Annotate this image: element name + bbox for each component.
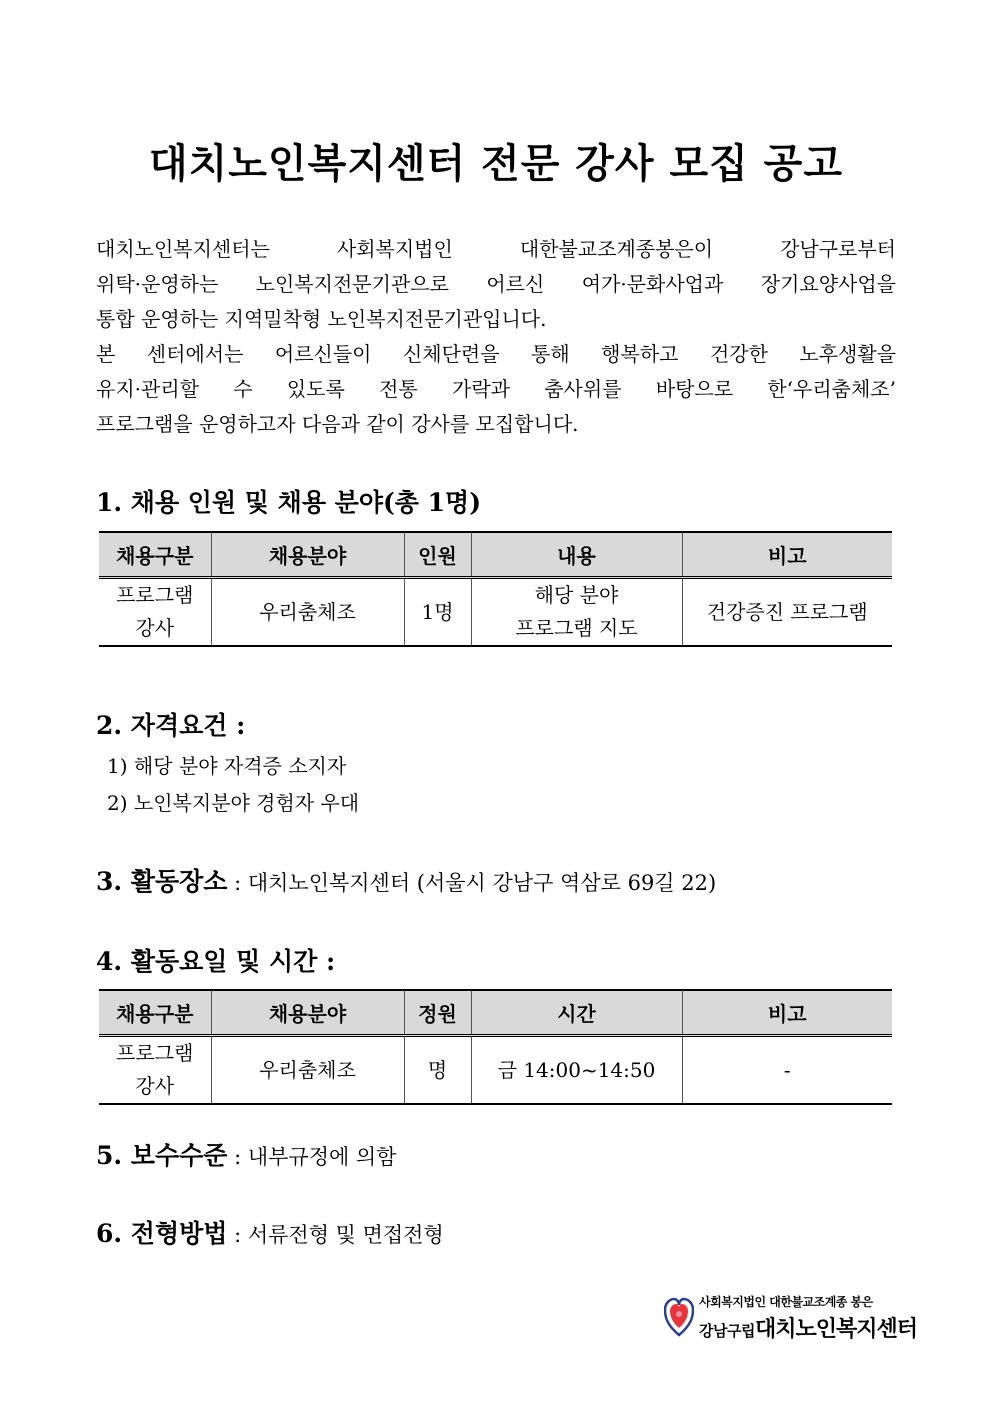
qualification-item: 1) 해당 분야 자격증 소지자 <box>107 754 347 778</box>
section2-heading: 2. 자격요건 : <box>96 711 246 740</box>
header-cell: 채용분야 <box>211 532 404 578</box>
section3-title: 3. 활동장소 <box>96 867 228 896</box>
note-cell: - <box>682 1036 892 1105</box>
count-cell: 1명 <box>404 578 471 647</box>
header-cell: 비고 <box>682 990 892 1036</box>
section5-heading <box>96 1136 397 1172</box>
section3-detail: : 대치노인복지센터 (서울시 강남구 역삼로 69길 22) <box>227 871 717 895</box>
section5-title: 5. 보수수준 <box>96 1141 228 1170</box>
logo-prefix: 강남구립 <box>699 1322 755 1340</box>
field-cell: 우리춤체조 <box>211 1036 404 1105</box>
intro-line: 유지·관리할 수 있도록 전통 가락과 춤사위를 바탕으로 한‘우리춤체조’ <box>96 377 896 401</box>
section6-heading <box>96 1214 444 1250</box>
table-header-row <box>99 532 892 578</box>
header-cell: 정원 <box>404 990 471 1036</box>
content-line: 해당 분야 <box>534 583 619 607</box>
header-cell: 인원 <box>404 532 471 578</box>
section1-heading: 1. 채용 인원 및 채용 분야(총 1명) <box>96 488 482 517</box>
header-cell: 내용 <box>471 532 682 578</box>
count-cell: 명 <box>404 1036 471 1105</box>
type-line: 강사 <box>135 1074 175 1098</box>
qualification-item: 2) 노인복지분야 경험자 우대 <box>107 791 360 815</box>
content-line: 프로그램 지도 <box>515 616 638 640</box>
section6-detail: : 서류전형 및 면접전형 <box>227 1223 444 1247</box>
table-row <box>99 1036 892 1105</box>
type-line: 프로그램 <box>116 583 194 607</box>
intro-line: 프로그램을 운영하고자 다음과 같이 강사를 모집합니다. <box>96 412 579 436</box>
logo-name: 대치노인복지센터 <box>754 1317 917 1342</box>
intro-line: 통합 운영하는 지역밀착형 노인복지전문기관입니다. <box>96 307 547 331</box>
section6-title: 6. 전형방법 <box>96 1219 228 1248</box>
table-row <box>99 578 892 647</box>
header-cell: 시간 <box>471 990 682 1036</box>
center-logo <box>664 1293 917 1345</box>
header-cell: 채용분야 <box>211 990 404 1036</box>
intro-line: 대치노인복지센터는 사회복지법인 대한불교조계종봉은이 강남구로부터 <box>96 237 896 261</box>
section4-heading: 4. 활동요일 및 시간 : <box>96 947 336 976</box>
type-cell <box>99 1036 211 1105</box>
type-line: 프로그램 <box>116 1041 194 1065</box>
recruitment-table <box>99 531 892 647</box>
note-cell: 건강증진 프로그램 <box>682 578 892 647</box>
table-header-row <box>99 990 892 1036</box>
header-cell: 비고 <box>682 532 892 578</box>
logo-center-name <box>699 1312 917 1343</box>
intro-line: 위탁·운영하는 노인복지전문기관으로 어르신 여가·문화사업과 장기요양사업을 <box>96 272 896 296</box>
section5-detail: : 내부규정에 의함 <box>227 1145 397 1169</box>
logo-foundation-text: 사회복지법인 대한불교조계종 봉은 <box>699 1295 873 1309</box>
page-title: 대치노인복지센터 전문 강사 모집 공고 <box>149 141 843 187</box>
heart-emblem-icon <box>664 1297 694 1337</box>
field-cell: 우리춤체조 <box>211 578 404 647</box>
header-cell: 채용구분 <box>99 990 211 1036</box>
content-cell <box>471 578 682 647</box>
intro-paragraph <box>96 232 896 442</box>
time-cell: 금 14:00~14:50 <box>471 1036 682 1105</box>
type-cell <box>99 578 211 647</box>
type-line: 강사 <box>135 616 175 640</box>
schedule-table <box>99 989 892 1105</box>
section3-heading <box>96 862 716 898</box>
header-cell: 채용구분 <box>99 532 211 578</box>
intro-line: 본 센터에서는 어르신들이 신체단련을 통해 행복하고 건강한 노후생활을 <box>96 342 896 366</box>
